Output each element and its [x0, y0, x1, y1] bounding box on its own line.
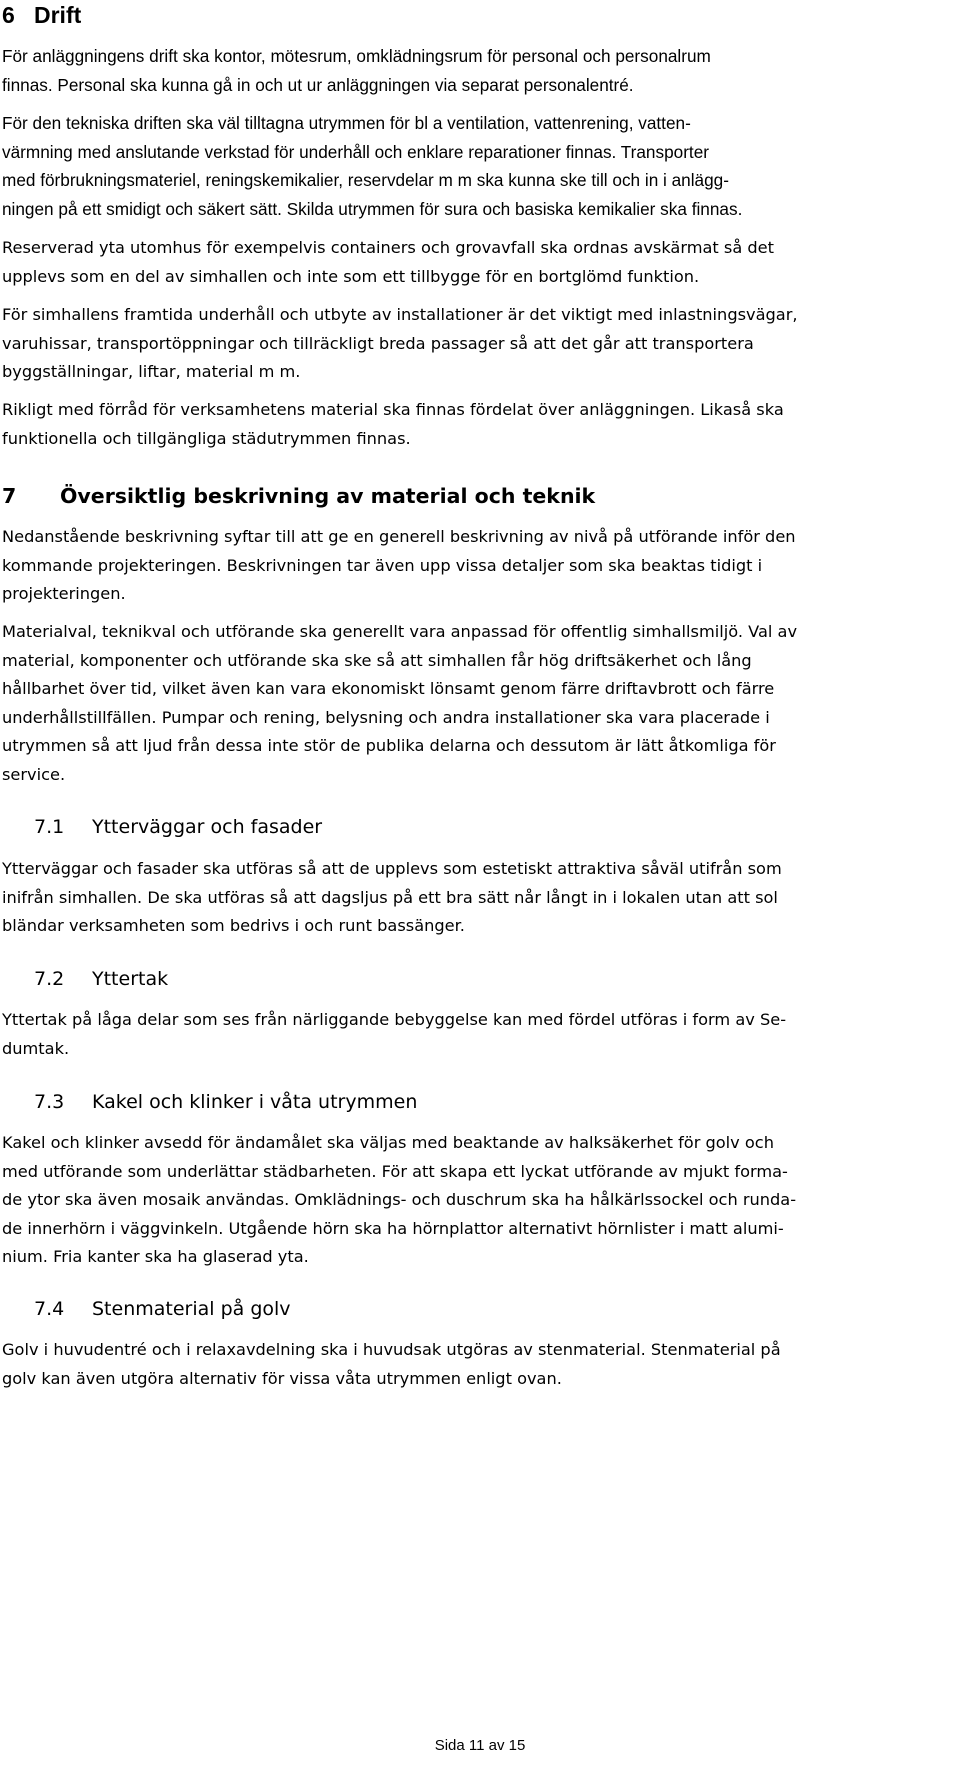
text-line: golv kan även utgöra alternativ för vissa våta utrymmen enligt ovan. — [2, 1368, 562, 1388]
text-line: utrymmen så att ljud från dessa inte stör de publika delarna och dessutom är lätt åtkomliga för — [2, 736, 776, 755]
section-7-heading — [2, 481, 595, 511]
text-line: bländar verksamheten som bedrivs i och runt bassänger. — [2, 916, 465, 935]
section-7-4-number: 7.4 — [34, 1298, 65, 1320]
text-line: Golv i huvudentré och i relaxavdelning ska i huvudsak utgöras av stenmaterial. Stenmaterial på — [2, 1340, 781, 1359]
section-6-paragraph-2 — [2, 109, 947, 223]
section-7-1-heading — [34, 812, 322, 842]
text-line: med förbrukningsmateriel, reningskemikalier, reservdelar m m ska kunna ske till och in i anlägg- — [2, 170, 729, 190]
text-line: dumtak. — [2, 1038, 70, 1058]
section-7-3-heading — [34, 1087, 417, 1117]
text-line: För anläggningens drift ska kontor, mötesrum, omklädningsrum för personal och personalrum — [2, 46, 711, 66]
text-line: Yttertak på låga delar som ses från närliggande bebyggelse kan med fördel utföras i form av Se- — [2, 1010, 787, 1029]
section-7-paragraph-1 — [2, 523, 947, 609]
text-line: kommande projekteringen. Beskrivningen tar även upp vissa detaljer som ska beaktas tidigt i — [2, 555, 763, 575]
section-6-heading — [2, 0, 81, 30]
text-line: upplevs som en del av simhallen och inte som ett tillbygge för en bortglömd funktion. — [2, 266, 700, 286]
text-line: Rikligt med förråd för verksamhetens material ska finnas fördelat över anläggningen. Likaså ska — [2, 400, 784, 419]
section-7-2-title: Yttertak — [92, 968, 169, 990]
section-7-2-paragraph — [2, 1006, 947, 1063]
section-7-3-title: Kakel och klinker i våta utrymmen — [92, 1091, 418, 1113]
section-7-1-title: Ytterväggar och fasader — [92, 816, 323, 838]
section-7-3-paragraph — [2, 1129, 947, 1272]
text-line: Nedanstående beskrivning syftar till att ge en generell beskrivning av nivå på utförande inför den — [2, 527, 796, 546]
text-line: material, komponenter och utförande ska ske så att simhallen får hög driftsäkerhet och lång — [2, 650, 752, 670]
section-6-title: Drift — [34, 2, 82, 28]
text-line: För simhallens framtida underhåll och utbyte av installationer är det viktigt med inlastningsvägar, — [2, 305, 798, 324]
text-line: För den tekniska driften ska väl tilltagna utrymmen för bl a ventilation, vattenrening, vatten- — [2, 113, 691, 133]
text-line: service. — [2, 764, 66, 784]
section-7-4-paragraph — [2, 1336, 947, 1393]
text-line: byggställningar, liftar, material m m. — [2, 362, 301, 381]
section-7-1-number: 7.1 — [34, 816, 65, 838]
section-6-number: 6 — [2, 2, 15, 28]
text-line: Ytterväggar och fasader ska utföras så att de upplevs som estetiskt attraktiva såväl utifrån som — [2, 859, 782, 878]
text-line: Kakel och klinker avsedd för ändamålet ska väljas med beaktande av halksäkerhet för golv och — [2, 1133, 774, 1152]
section-7-1-paragraph — [2, 855, 947, 941]
text-line: varuhissar, transportöppningar och tillräckligt breda passager så att det går att transportera — [2, 333, 754, 353]
text-line: de innerhörn i väggvinkeln. Utgående hörn ska ha hörnplattor alternativt hörnlister i matt alumi- — [2, 1218, 784, 1238]
section-7-3-number: 7.3 — [34, 1091, 65, 1113]
text-line: inifrån simhallen. De ska utföras så att dagsljus på ett bra sätt når långt in i lokalen utan att sol — [2, 887, 778, 907]
section-7-number: 7 — [2, 484, 17, 508]
text-line: finnas. Personal ska kunna gå in och ut ur anläggningen via separat personalentré. — [2, 74, 634, 95]
text-line: ningen på ett smidigt och säkert sätt. Skilda utrymmen för sura och basiska kemikalier ska finnas. — [2, 198, 743, 219]
text-line: Materialval, teknikval och utförande ska generellt vara anpassad för offentlig simhallsmiljö. Val av — [2, 622, 798, 641]
section-6-paragraph-5 — [2, 396, 947, 453]
text-line: nium. Fria kanter ska ha glaserad yta. — [2, 1247, 309, 1266]
section-7-2-heading — [34, 964, 168, 994]
section-7-2-number: 7.2 — [34, 968, 65, 990]
section-7-4-heading — [34, 1294, 291, 1324]
section-7-title: Översiktlig beskrivning av material och teknik — [60, 484, 596, 508]
text-line: projekteringen. — [2, 584, 126, 603]
text-line: de ytor ska även mosaik användas. Omklädnings- och duschrum ska ha hålkärlssockel och runda- — [2, 1190, 797, 1209]
page-number-footer: Sida 11 av 15 — [434, 1737, 526, 1754]
section-6-paragraph-1 — [2, 42, 947, 99]
section-7-4-title: Stenmaterial på golv — [92, 1298, 291, 1320]
section-6-paragraph-4 — [2, 301, 947, 387]
text-line: värmning med anslutande verkstad för underhåll och enklare reparationer finnas. Transporter — [2, 141, 709, 162]
text-line: Reserverad yta utomhus för exempelvis containers och grovavfall ska ordnas avskärmat så det — [2, 238, 774, 257]
text-line: med utförande som underlättar städbarheten. För att skapa ett lyckat utförande av mjukt forma- — [2, 1161, 788, 1181]
section-7-paragraph-2 — [2, 618, 947, 789]
text-line: funktionella och tillgängliga städutrymmen finnas. — [2, 428, 411, 448]
text-line: underhållstillfällen. Pumpar och rening, belysning och andra installationer ska vara placerade i — [2, 707, 770, 727]
text-line: hållbarhet över tid, vilket även kan vara ekonomiskt lönsamt genom färre driftavbrott och färre — [2, 679, 775, 698]
section-6-paragraph-3 — [2, 234, 947, 291]
